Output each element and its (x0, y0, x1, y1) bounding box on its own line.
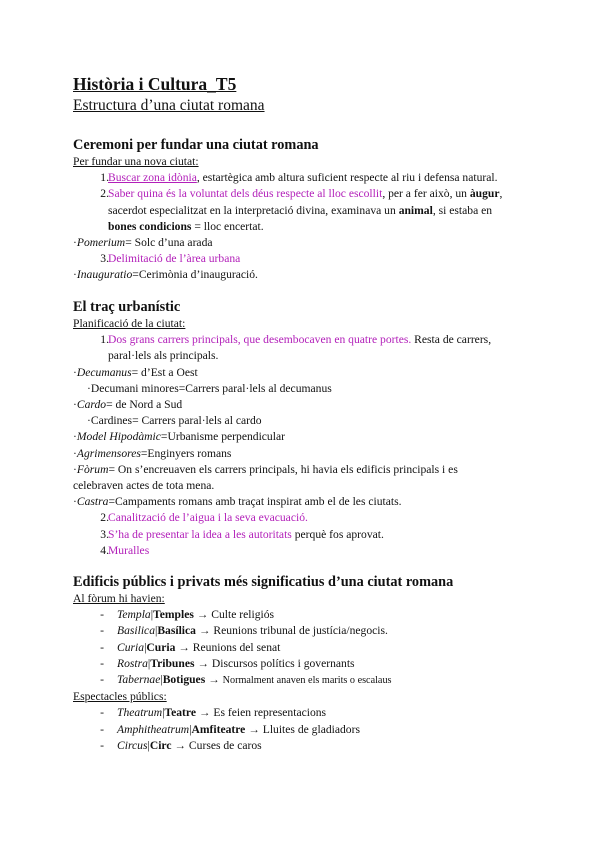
definition-term: Decumanus (76, 365, 132, 379)
definition-text: = On s’encreuaven els carrers principals, hi havia els edificis principals i es (108, 462, 458, 476)
arrow-icon: → (208, 673, 220, 687)
definition-line (73, 397, 533, 413)
building-item (73, 640, 533, 656)
list-item-continuation (73, 219, 533, 235)
dash-bullet: - (100, 738, 104, 752)
definition-continuation: celebraven actes de tota mena. (73, 479, 215, 493)
highlight-text: Buscar zona idònia (108, 171, 197, 185)
arrow-icon: → (198, 624, 211, 638)
latin-name: Theatrum (117, 706, 163, 720)
catalan-name: Curia (146, 640, 176, 654)
bold-term: àugur (469, 187, 500, 201)
item-text: , per a fer això, un (382, 187, 470, 201)
item-text: , (499, 187, 503, 201)
definition-line (73, 429, 533, 445)
building-description: Normalment anaven els marits o escalaus (222, 675, 392, 687)
building-description: Es feien representacions (213, 706, 327, 720)
dash-bullet: - (100, 608, 104, 622)
definition-text: =Enginyers romans (140, 446, 232, 460)
dash-bullet: - (100, 673, 104, 687)
definition-line (73, 462, 533, 478)
building-description: Reunions tribunal de justícia/negocis. (213, 624, 388, 638)
definition-text: =Cerimònia d’inauguració. (132, 268, 258, 282)
building-item (73, 722, 533, 738)
latin-name: Tabernae (117, 673, 161, 687)
section-heading: El traç urbanístic (73, 299, 181, 315)
catalan-name: Basílica (157, 624, 196, 638)
latin-name: Circus (117, 738, 148, 752)
dash-bullet: - (100, 624, 104, 638)
highlight-text: Saber quina és la voluntat dels déus respecte al lloc escollit (108, 187, 383, 201)
item-number: 1. (100, 333, 109, 347)
separator: | (162, 706, 165, 720)
dash-bullet: - (100, 640, 104, 654)
sub-definition-line: ·Cardines= Carrers paral·lels al cardo (87, 414, 262, 428)
highlight-text: Dos grans carrers principals, que desembocaven en quatre portes. (108, 333, 412, 347)
dash-bullet: - (100, 656, 104, 670)
definition-term: Inauguratio (76, 268, 133, 282)
list-item-continuation (73, 203, 533, 219)
separator: | (144, 640, 147, 654)
separator: | (160, 673, 163, 687)
separator: | (147, 656, 151, 670)
item-text: sacerdot especialitzat en la interpretació divina, examinava un (108, 203, 399, 217)
bullet-dot: · (73, 495, 77, 509)
definition-term: Pomerium (76, 236, 126, 250)
building-description: Reunions del senat (192, 640, 281, 654)
definition-text: =Urbanisme perpendicular (160, 430, 285, 444)
item-text: , si estaba en (432, 203, 493, 217)
definition-line (73, 446, 533, 462)
definition-text: = de Nord a Sud (106, 398, 183, 412)
list-item (73, 170, 533, 186)
definition-term: Cardo (76, 398, 107, 412)
bullet-dot: · (73, 268, 77, 282)
latin-name: Curia (117, 640, 145, 654)
item-number: 3. (100, 527, 109, 541)
catalan-name: Teatre (164, 706, 196, 720)
building-description: Lluites de gladiadors (262, 722, 360, 736)
arrow-icon: → (196, 608, 209, 622)
item-number: 4. (100, 543, 109, 557)
forum-building-list (73, 607, 533, 689)
document-subtitle: Estructura d’una ciutat romana (73, 97, 265, 114)
separator: | (155, 624, 158, 638)
arrow-icon: → (197, 656, 209, 670)
list-item (73, 527, 533, 543)
definition-text: = d’Est a Oest (131, 365, 198, 379)
catalan-name: Temples (153, 608, 194, 622)
bullet-dot: · (73, 365, 77, 379)
catalan-name: Circ (149, 738, 172, 752)
highlight-text: Canalització de l’aigua i la seva evacuació. (108, 511, 308, 525)
list-item (73, 510, 533, 526)
latin-name: Amphitheatrum (117, 722, 190, 736)
latin-name: Templa (117, 608, 151, 622)
definition-text: = Solc d’una arada (125, 236, 213, 250)
section-urban-layout (73, 298, 533, 559)
building-item (73, 738, 533, 754)
item-text: Resta de carrers, (411, 333, 492, 347)
bullet-dot: · (73, 462, 77, 476)
document-title: Història i Cultura_T5 (73, 74, 237, 94)
latin-name: Basilica (117, 624, 155, 638)
definition-term: Fòrum (76, 462, 109, 476)
building-item (73, 623, 533, 639)
latin-name: Rostra (117, 656, 148, 670)
item-text: = lloc encertat. (191, 219, 264, 233)
building-item (73, 672, 533, 689)
bullet-dot: · (73, 446, 77, 460)
list-item (73, 543, 533, 559)
bullet-dot: · (73, 430, 77, 444)
definition-term: Model Hipodàmic (76, 430, 161, 444)
item-number: 3. (100, 252, 109, 266)
section-intro: Espectacles públics: (73, 690, 167, 704)
building-description: Curses de caros (188, 738, 262, 752)
building-description: Discursos polítics i governants (211, 656, 355, 670)
section-heading: Ceremoni per fundar una ciutat romana (73, 137, 319, 153)
list-item-continuation: paral·lels als principals. (108, 349, 219, 363)
arrow-icon: → (178, 640, 190, 654)
dash-bullet: - (100, 722, 104, 736)
item-number: 2. (100, 511, 109, 525)
definition-term: Castra (76, 495, 109, 509)
arrow-icon: → (174, 738, 187, 752)
bullet-dot: · (73, 236, 77, 250)
separator: | (150, 608, 154, 622)
bold-term: bones condicions (108, 219, 192, 233)
highlight-text: Muralles (108, 543, 150, 557)
separator: | (147, 738, 150, 752)
arrow-icon: → (198, 706, 211, 720)
item-number: 2. (100, 187, 109, 201)
section-intro: Al fòrum hi havien: (73, 592, 165, 605)
section-intro: Per fundar una nova ciutat: (73, 155, 199, 168)
definition-text: =Campaments romans amb traçat inspirat amb el de les ciutats. (108, 495, 402, 509)
separator: | (189, 722, 192, 736)
definition-term: Agrimensores (76, 446, 141, 460)
bold-term: animal (398, 203, 433, 217)
building-item (73, 656, 533, 672)
sub-definition-line: ·Decumani minores=Carrers paral·lels al decumanus (87, 381, 332, 395)
catalan-name: Amfiteatre (191, 722, 246, 736)
catalan-name: Tribunes (150, 656, 195, 670)
dash-bullet: - (100, 706, 104, 720)
spectacle-building-list (73, 705, 533, 754)
definition-line (73, 235, 533, 251)
list-item (73, 186, 533, 202)
section-buildings (73, 573, 533, 754)
section-heading: Edificis públics i privats més significatius d’una ciutat romana (73, 574, 454, 590)
arrow-icon: → (248, 722, 260, 736)
list-item (73, 251, 533, 267)
building-item (73, 705, 533, 721)
item-text: , estartègica amb altura suficient respecte al riu i defensa natural. (196, 171, 498, 185)
list-item (73, 332, 533, 348)
definition-line (73, 494, 533, 510)
definition-line (73, 365, 533, 381)
bullet-dot: · (73, 398, 77, 412)
highlight-text: S’ha de presentar la idea a les autoritats (108, 527, 292, 541)
item-number: 1. (100, 171, 109, 185)
catalan-name: Botigues (162, 673, 206, 687)
highlight-text: Delimitació de l’àrea urbana (108, 252, 241, 266)
building-item (73, 607, 533, 623)
definition-line (73, 267, 533, 283)
building-description: Culte religiós (211, 608, 275, 622)
section-ceremony (73, 136, 533, 284)
item-text: perquè fos aprovat. (291, 527, 384, 541)
section-intro: Planificació de la ciutat: (73, 317, 186, 330)
